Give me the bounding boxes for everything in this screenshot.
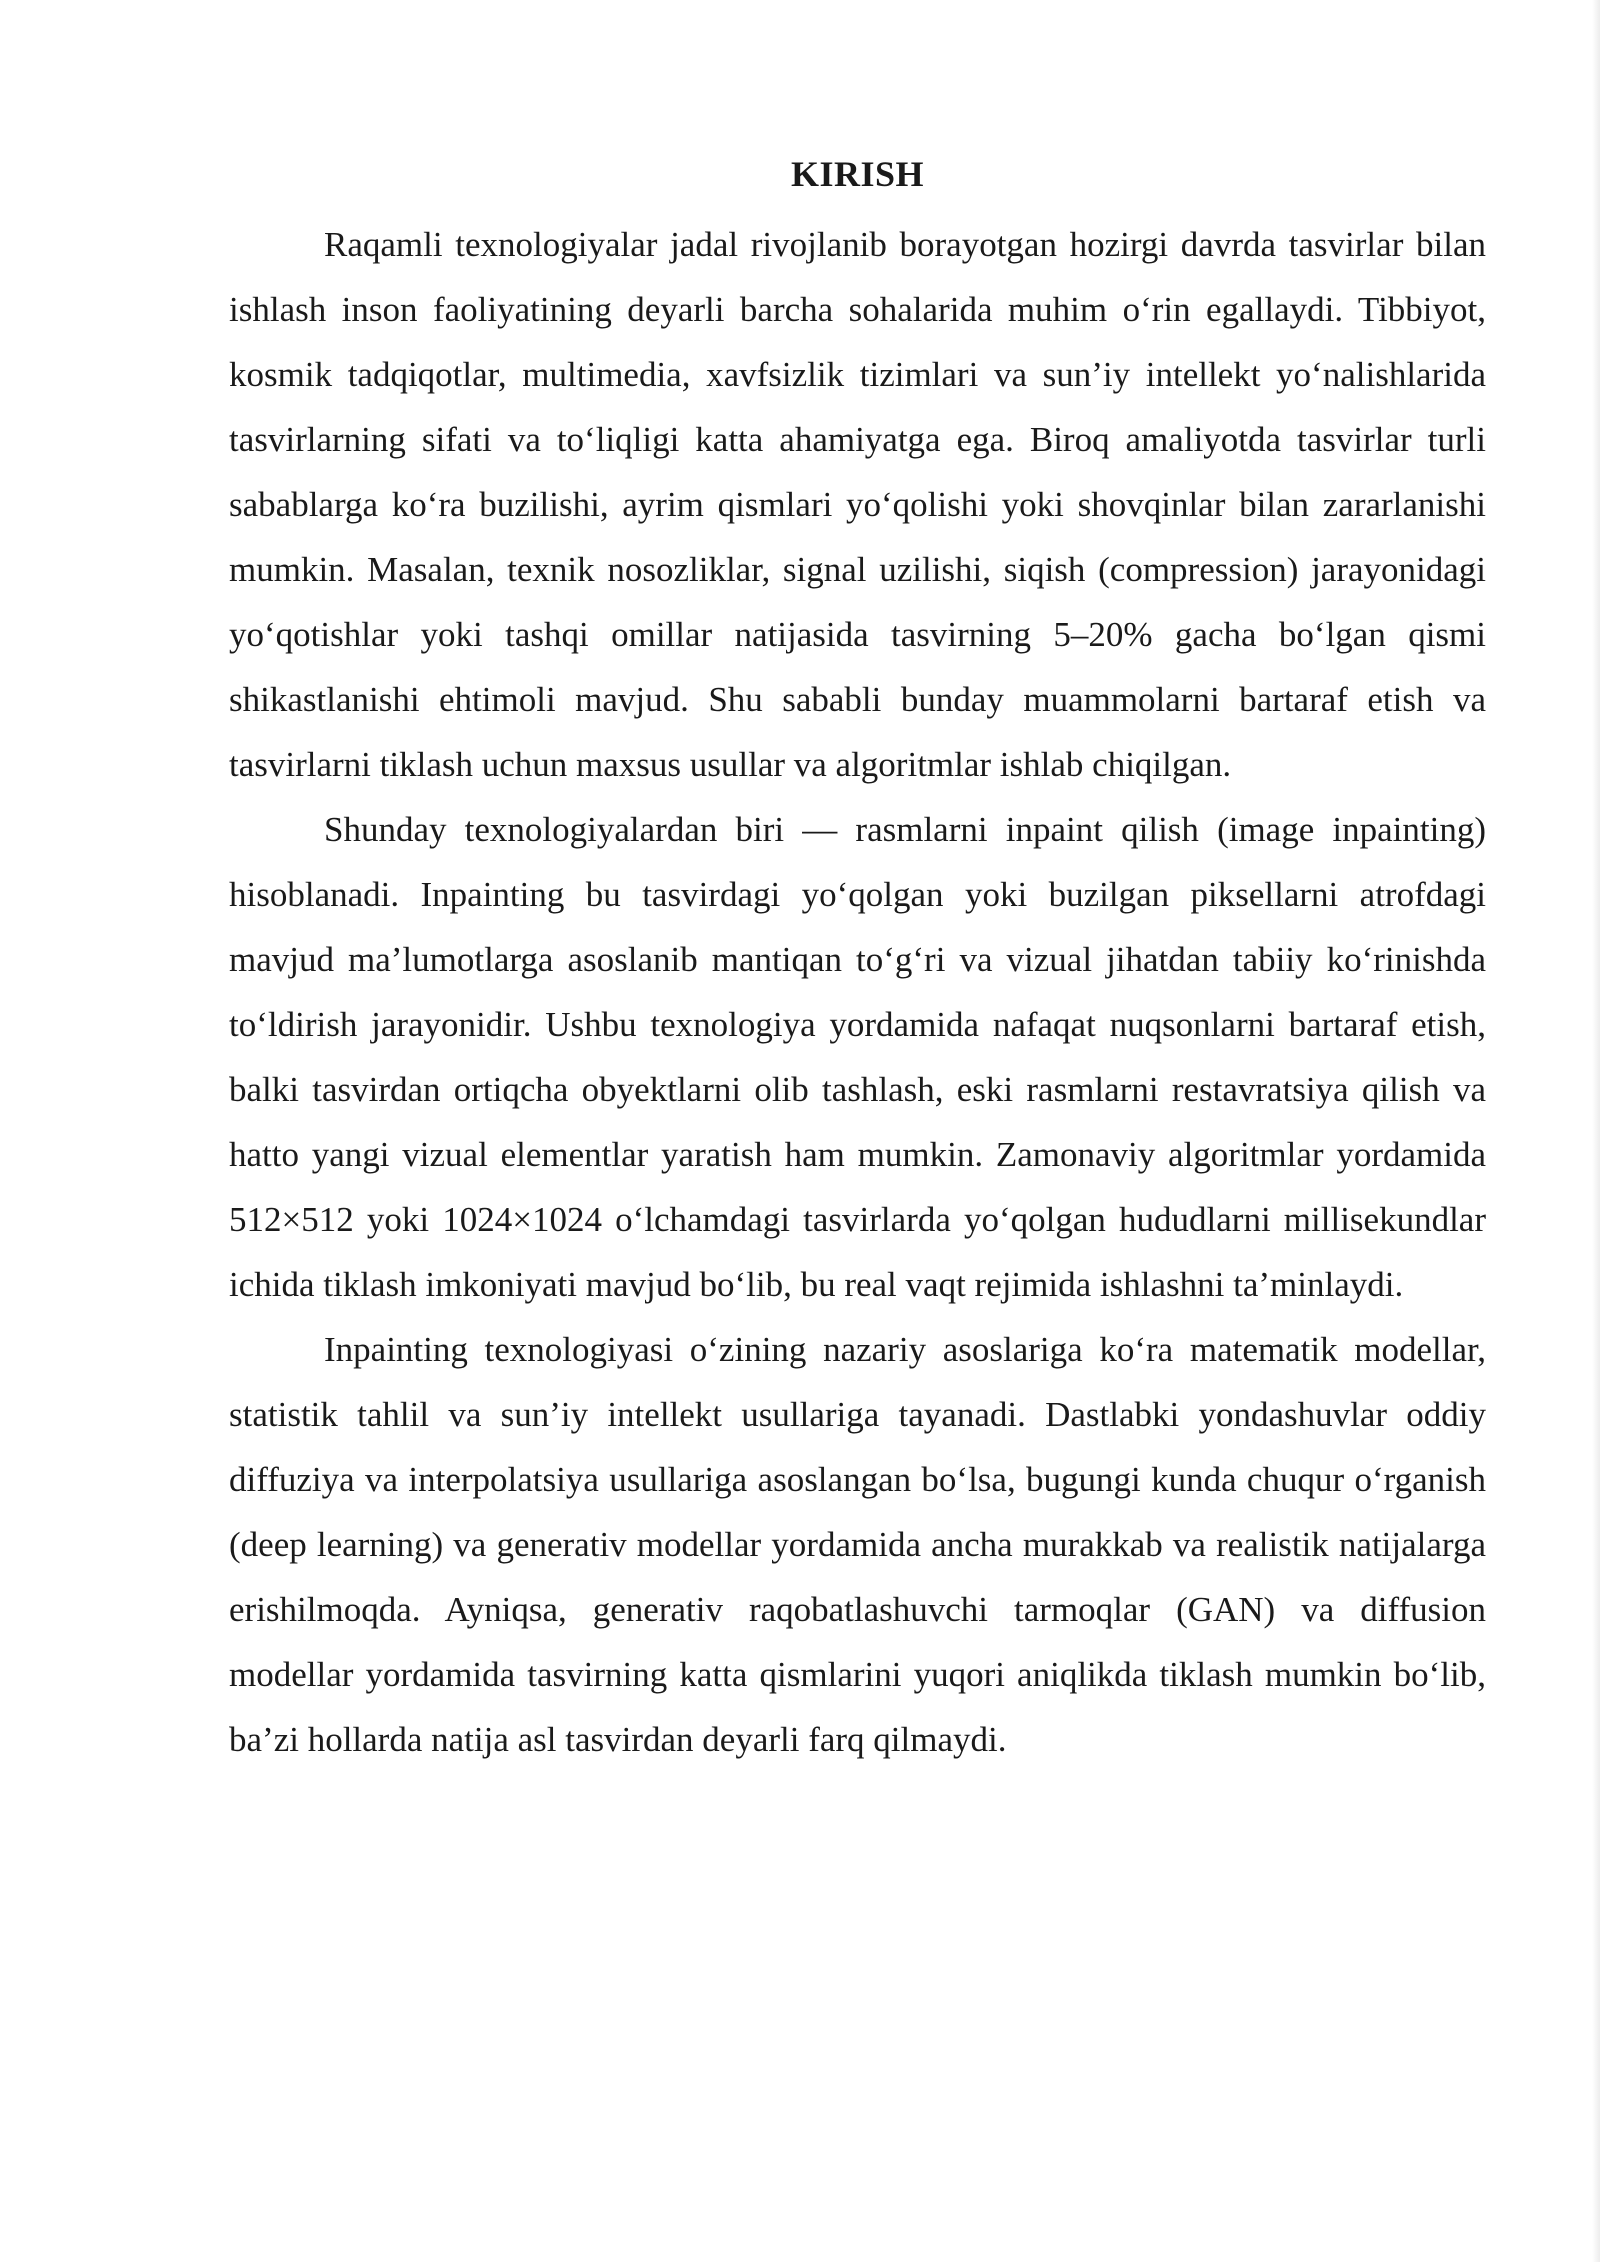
paragraph-2: Shunday texnologiyalardan biri — rasmlarni inpaint qilish (image inpainting) hisoblanadi. Inpainting bu tasvirdagi yo‘qolgan yoki buzilgan piksellarni atrofdagi mavjud ma’lumotlarga asoslanib mantiqan to‘g‘ri va vizual jihatdan tabiiy ko‘rinishda to‘ldirish jarayonidir. Ushbu texnologiya yordamida nafaqat nuqsonlarni bartaraf etish, balki tasvirdan ortiqcha obyektlarni olib tashlash, eski rasmlarni restavratsiya qilish va hatto yangi vizual elementlar yaratish ham mumkin. Zamonaviy algoritmlar yordamida 512×512 yoki 1024×1024 o‘lchamdagi tasvirlarda yo‘qolgan hududlarni millisekundlar ichida tiklash imkoniyati mavjud bo‘lib, bu real vaqt rejimida ishlashni ta’minlaydi. [229,810,1486,1304]
paragraph-1: Raqamli texnologiyalar jadal rivojlanib borayotgan hozirgi davrda tasvirlar bilan ishlash inson faoliyatining deyarli barcha sohalarida muhim o‘rin egallaydi. Tibbiyot, kosmik tadqiqotlar, multimedia, xavfsizlik tizimlari va sun’iy intellekt yo‘nalishlarida tasvirlarning sifati va to‘liqligi katta ahamiyatga ega. Biroq amaliyotda tasvirlar turli sabablarga ko‘ra buzilishi, ayrim qismlari yo‘qolishi yoki shovqinlar bilan zararlanishi mumkin. Masalan, texnik nosozliklar, signal uzilishi, siqish (compression) jarayonidagi yo‘qotishlar yoki tashqi omillar natijasida tasvirning 5–20% gacha bo‘lgan qismi shikastlanishi ehtimoli mavjud. Shu sababli bunday muammolarni bartaraf etish va tasvirlarni tiklash uchun maxsus usullar va algoritmlar ishlab chiqilgan. [229,225,1486,784]
paragraph-3: Inpainting texnologiyasi o‘zining nazariy asoslariga ko‘ra matematik modellar, statistik tahlil va sun’iy intellekt usullariga tayanadi. Dastlabki yondashuvlar oddiy diffuziya va interpolatsiya usullariga asoslangan bo‘lsa, bugungi kunda chuqur o‘rganish (deep learning) va generativ modellar yordamida ancha murakkab va realistik natijalarga erishilmoqda. Ayniqsa, generativ raqobatlashuvchi tarmoqlar (GAN) va diffusion modellar yordamida tasvirning katta qismlarini yuqori aniqlikda tiklash mumkin bo‘lib, ba’zi hollarda natija asl tasvirdan deyarli farq qilmaydi. [229,1330,1486,1759]
page-title: KIRISH [790,154,925,194]
document-page [229,148,1486,1772]
page-edge-shadow [1592,0,1600,2262]
